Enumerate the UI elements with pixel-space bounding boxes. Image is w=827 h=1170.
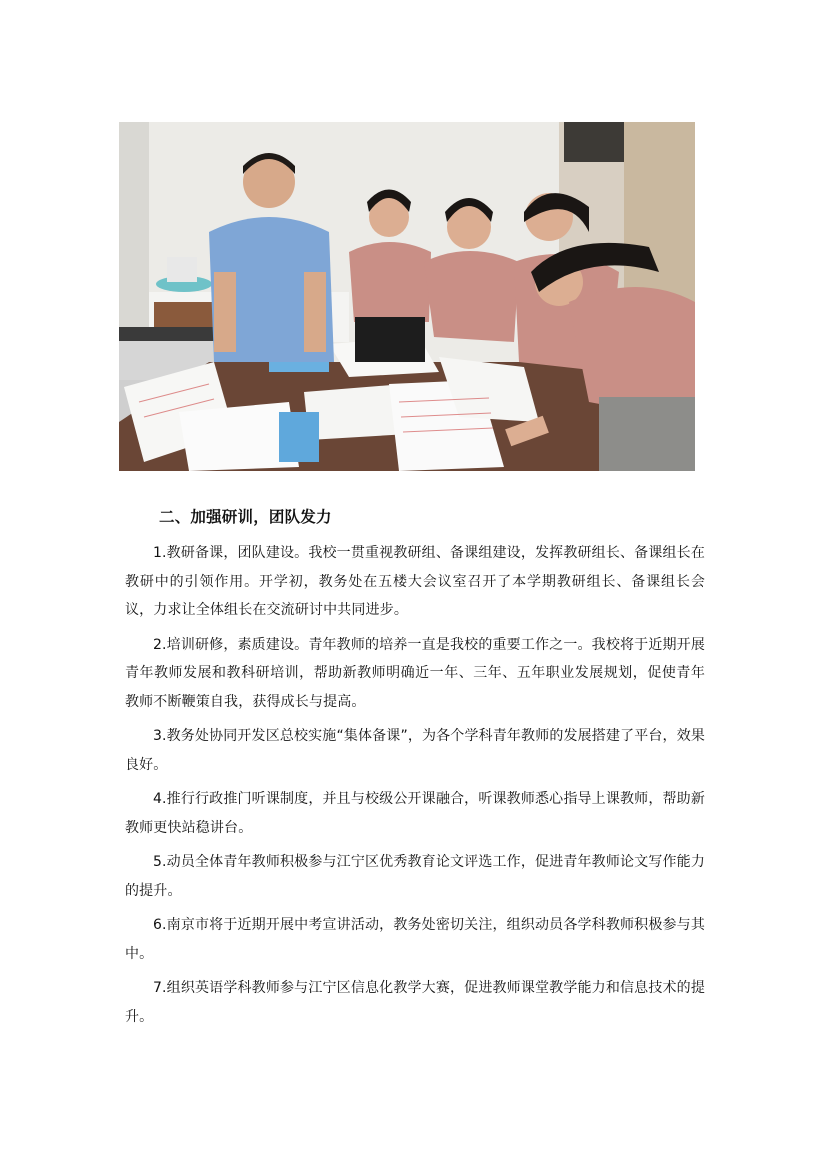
paragraph-6: 6.南京市将于近期开展中考宣讲活动，教务处密切关注，组织动员各学科教师积极参与其中。 (125, 917, 705, 962)
paragraph-2: 2.培训研修，素质建设。青年教师的培养一直是我校的重要工作之一。我校将于近期开展青年教师发展和教科研培训，帮助新教师明确近一年、三年、五年职业发展规划，促使青年教师不断鞭策自我，获得成长与提高。 (125, 636, 705, 710)
teachers-meeting-photo (119, 122, 695, 471)
paragraph-7: 7.组织英语学科教师参与江宁区信息化教学大赛，促进教师课堂教学能力和信息技术的提升。 (125, 980, 705, 1025)
paragraph-3: 3.教务处协同开发区总校实施“集体备课”，为各个学科青年教师的发展搭建了平台，效果良好。 (125, 728, 706, 773)
section-heading: 二、加强研训，团队发力 (159, 508, 332, 526)
paragraph-4: 4.推行行政推门听课制度，并且与校级公开课融合，听课教师悉心指导上课教师，帮助新教师更快站稳讲台。 (125, 791, 705, 836)
paragraph-5: 5.动员全体青年教师积极参与江宁区优秀教育论文评选工作，促进青年教师论文写作能力的提升。 (125, 854, 705, 899)
paragraph-1: 1.教研备课，团队建设。我校一贯重视教研组、备课组建设，发挥教研组长、备课组长在教研中的引领作用。开学初，教务处在五楼大会议室召开了本学期教研组长、备课组长会议，力求让全体组长在交流研讨中共同进步。 (125, 545, 705, 618)
section-body (125, 539, 705, 1037)
